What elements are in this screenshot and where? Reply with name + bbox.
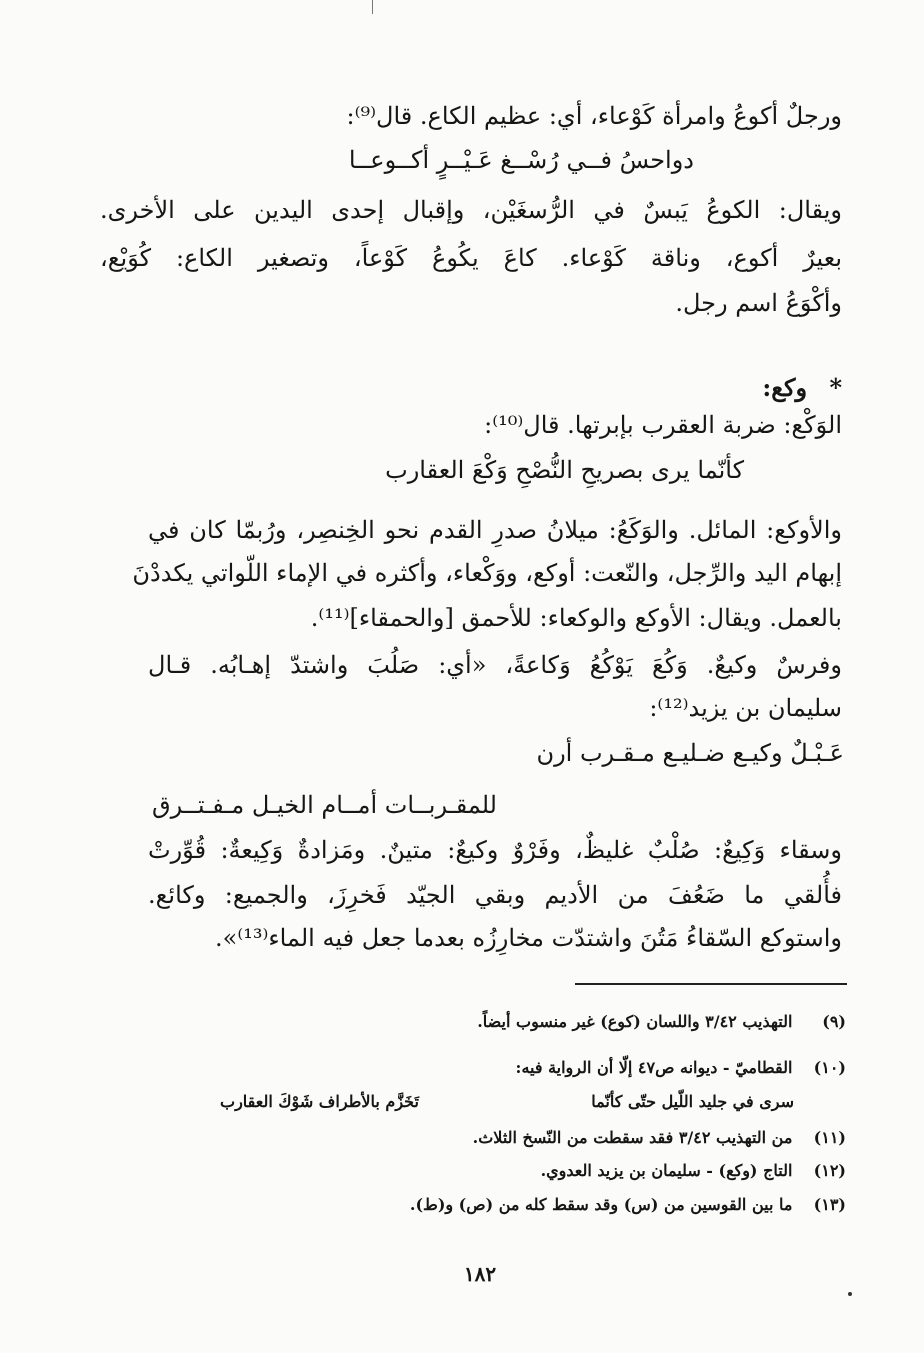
body-line-1: ورجلٌ أكوعُ وامرأة كَوْعاء، أي: عظيم الكاع. قال⁽⁹⁾: [346, 102, 842, 130]
body-line-4: بعيرٌ أكوع، وناقة كَوْعاء. كاعَ يكُوعُ كَوْعاً، وتصغير الكاع: كُوَيْع، [100, 244, 842, 272]
footnote-12 [150, 1157, 846, 1185]
verse-2: كأنّما يرى بصريحِ النُّصْحِ وَكْعَ العقارب [385, 456, 744, 484]
verse-3: عَـبْـلٌ وكيـع ضـليـع مـقـرب أرن [536, 739, 844, 767]
footnote-10-verse-first: سرى في جليد اللّيل حتّى كأنّما [591, 1092, 794, 1111]
body-line-13: سليمان بن يزيد⁽¹²⁾: [649, 694, 842, 722]
body-line-5: وأكْوَعُ اسم رجل. [675, 289, 842, 317]
footnote-10-number: (١٠) [813, 1058, 846, 1077]
verse-4: للمقـربــات أمــام الخيـل مـفـتــرق [152, 791, 497, 819]
page-number: ١٨٢ [463, 1262, 497, 1286]
scan-speck [848, 1292, 852, 1296]
footnote-12-number: (١٢) [813, 1161, 846, 1180]
body-line-9: والأوكع: المائل. والوَكَعُ: ميلانُ صدرِ القدم نحو الخِنصِر، ورُبمّا كان في [148, 516, 842, 544]
body-line-11: بالعمل. ويقال: الأوكع والوكعاء: للأحمق [والحمقاء]⁽¹¹⁾. [310, 604, 842, 632]
body-line-18: واستوكع السّقاءُ مَتُنَ واشتدّت مخارِزُه بعدما جعل فيه الماء⁽¹³⁾». [215, 924, 842, 952]
footnote-10-text: القطاميّ - ديوانه ص٤٧ إلّا أن الرواية فيه: [515, 1058, 793, 1077]
verse-1: دواحسُ فــي رُسْــغ عَـيْــرٍ أكــوعــا [348, 146, 694, 174]
entry-heading [100, 368, 842, 408]
scan-mark [372, 0, 373, 14]
footnote-12-text: التاج (وكع) - سليمان بن يزيد العدوي. [540, 1161, 793, 1180]
footnote-10-verse-second: تَخَزَّم بالأطراف شَوْكَ العقارب [220, 1092, 419, 1111]
footnote-13-text: ما بين القوسين من (س) وقد سقط كله من (ص) و(ط). [409, 1195, 793, 1214]
heading-word: وكع: [762, 373, 808, 402]
body-line-3: ويقال: الكوعُ يَبسٌ في الرُّسغَيْن، وإقبال إحدى اليدين على الأخرى. [100, 196, 842, 224]
footnote-10 [150, 1054, 846, 1082]
footnote-9 [150, 1008, 846, 1036]
footnote-9-number: (٩) [822, 1012, 846, 1031]
footnote-separator [575, 983, 847, 985]
footnote-13-number: (١٣) [813, 1195, 846, 1214]
body-line-7: الوَكْع: ضربة العقرب بإبرتها. قال⁽¹⁰⁾: [484, 411, 842, 439]
body-line-10: إبهام اليد والرِّجل، والنّعت: أوكع، ووَكْعاء، وأكثره في الإماء اللّواتي يكددْنَ [132, 559, 842, 587]
body-line-17: فأُلقي ما ضَعُفَ من الأديم وبقي الجيّد فَخرِزَ، والجميع: وكائع. [148, 881, 842, 909]
footnote-9-text: التهذيب ٣/٤٢ واللسان (كوع) غير منسوب أيضاً. [477, 1012, 793, 1031]
footnote-11-text: من التهذيب ٣/٤٢ فقد سقطت من النّسخ الثلاث. [472, 1128, 793, 1147]
body-line-16: وسقاء وَكِيعٌ: صُلْبٌ غليظٌ، وفَرْوٌ وكيعٌ: متينٌ. ومَزادةٌ وَكِيعةٌ: قُوِّرتْ [148, 836, 842, 864]
footnote-13 [150, 1191, 846, 1219]
footnote-11 [150, 1124, 846, 1152]
body-line-12: وفرسٌ وكيعٌ. وَكُعَ يَوْكُعُ وَكاعةً، «أي: صَلُبَ واشتدّ إهـابُه. قـال [148, 651, 842, 679]
footnote-11-number: (١١) [813, 1128, 846, 1147]
heading-star: * [829, 373, 842, 402]
